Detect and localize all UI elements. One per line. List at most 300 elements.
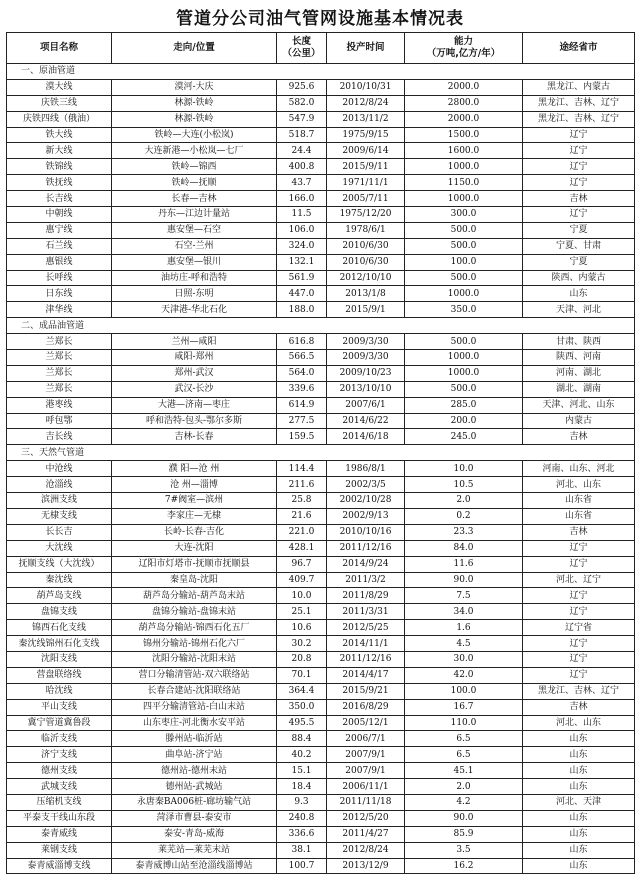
cell-length: 20.8 <box>277 651 327 667</box>
section-label: 一、原油管道 <box>7 64 635 80</box>
cell-length: 547.9 <box>277 111 327 127</box>
cell-route: 郑州-武汉 <box>112 365 277 381</box>
cell-capacity: 300.0 <box>405 207 523 223</box>
section-header-row <box>7 318 635 334</box>
table-row <box>7 524 635 540</box>
cell-capacity: 10.5 <box>405 477 523 493</box>
cell-length: 43.7 <box>277 175 327 191</box>
cell-route: 铁岭—锦西 <box>112 159 277 175</box>
cell-name: 济宁支线 <box>7 747 112 763</box>
cell-year: 2002/3/5 <box>327 477 405 493</box>
cell-length: 114.4 <box>277 461 327 477</box>
cell-capacity: 200.0 <box>405 413 523 429</box>
cell-year: 2012/5/20 <box>327 810 405 826</box>
cell-year: 2005/12/1 <box>327 715 405 731</box>
cell-capacity: 245.0 <box>405 429 523 445</box>
cell-capacity: 1000.0 <box>405 286 523 302</box>
cell-route: 葫芦岛分输站-锦西石化五厂 <box>112 620 277 636</box>
cell-year: 1975/12/20 <box>327 207 405 223</box>
cell-capacity: 285.0 <box>405 397 523 413</box>
cell-provinces: 河南、山东、河北 <box>523 461 635 477</box>
cell-route: 丹东—江边计量站 <box>112 207 277 223</box>
table-row <box>7 429 635 445</box>
cell-length: 364.4 <box>277 683 327 699</box>
table-row <box>7 143 635 159</box>
table-row <box>7 191 635 207</box>
cell-length: 582.0 <box>277 95 327 111</box>
header-length-label: 长度 <box>291 36 311 47</box>
cell-length: 616.8 <box>277 334 327 350</box>
cell-year: 2011/11/18 <box>327 794 405 810</box>
cell-year: 2002/9/13 <box>327 508 405 524</box>
cell-route: 油坊庄-呼和浩特 <box>112 270 277 286</box>
table-row <box>7 683 635 699</box>
cell-provinces: 山东省 <box>523 508 635 524</box>
cell-provinces: 河北、天津 <box>523 794 635 810</box>
cell-name: 锦西石化支线 <box>7 620 112 636</box>
cell-route: 泰安-青岛-威海 <box>112 826 277 842</box>
cell-name: 新大线 <box>7 143 112 159</box>
cell-name: 惠银线 <box>7 254 112 270</box>
cell-route: 呼和浩特-包头-鄂尔多斯 <box>112 413 277 429</box>
cell-year: 2011/4/27 <box>327 826 405 842</box>
cell-capacity: 100.0 <box>405 254 523 270</box>
table-row <box>7 715 635 731</box>
header-capacity-unit: （万吨,亿方/年） <box>426 48 501 59</box>
cell-year: 2009/6/14 <box>327 143 405 159</box>
cell-year: 2006/7/1 <box>327 731 405 747</box>
table-row <box>7 810 635 826</box>
table-row <box>7 381 635 397</box>
cell-name: 盘锦支线 <box>7 604 112 620</box>
cell-year: 2012/8/24 <box>327 842 405 858</box>
cell-length: 409.7 <box>277 572 327 588</box>
table-row <box>7 651 635 667</box>
cell-length: 40.2 <box>277 747 327 763</box>
header-route: 走向/位置 <box>112 33 277 64</box>
cell-route: 菏泽市曹县-泰安市 <box>112 810 277 826</box>
cell-length: 350.0 <box>277 699 327 715</box>
cell-year: 2014/6/22 <box>327 413 405 429</box>
cell-year: 2016/8/29 <box>327 699 405 715</box>
cell-name: 中朝线 <box>7 207 112 223</box>
table-header-row <box>7 33 635 64</box>
cell-route: 四平分输清管站-白山末站 <box>112 699 277 715</box>
cell-provinces: 山东 <box>523 810 635 826</box>
cell-year: 2011/3/2 <box>327 572 405 588</box>
cell-name: 兰郑长 <box>7 365 112 381</box>
cell-provinces: 辽宁 <box>523 540 635 556</box>
cell-capacity: 90.0 <box>405 572 523 588</box>
cell-capacity: 11.6 <box>405 556 523 572</box>
cell-length: 188.0 <box>277 302 327 318</box>
cell-length: 21.6 <box>277 508 327 524</box>
cell-route: 7#阀室—滨州 <box>112 493 277 509</box>
cell-length: 25.8 <box>277 493 327 509</box>
cell-name: 秦沈线 <box>7 572 112 588</box>
cell-name: 临沂支线 <box>7 731 112 747</box>
cell-capacity: 500.0 <box>405 222 523 238</box>
cell-route: 天津港-华北石化 <box>112 302 277 318</box>
cell-provinces: 河南、湖北 <box>523 365 635 381</box>
cell-length: 925.6 <box>277 79 327 95</box>
cell-route: 沧 州—淄博 <box>112 477 277 493</box>
cell-name: 中沧线 <box>7 461 112 477</box>
cell-route: 盘锦分输站-盘锦末站 <box>112 604 277 620</box>
cell-name: 漠大线 <box>7 79 112 95</box>
cell-route: 石空-兰州 <box>112 238 277 254</box>
cell-route: 濮 阳—沧 州 <box>112 461 277 477</box>
cell-year: 2006/11/1 <box>327 779 405 795</box>
cell-length: 564.0 <box>277 365 327 381</box>
cell-route: 咸阳-郑州 <box>112 350 277 366</box>
cell-name: 冀宁管道冀鲁段 <box>7 715 112 731</box>
cell-year: 2013/11/2 <box>327 111 405 127</box>
cell-provinces: 河北、山东 <box>523 477 635 493</box>
cell-year: 2007/9/1 <box>327 747 405 763</box>
cell-name: 庆铁四线（俄油） <box>7 111 112 127</box>
cell-capacity: 23.3 <box>405 524 523 540</box>
cell-provinces: 辽宁 <box>523 651 635 667</box>
cell-year: 2002/10/28 <box>327 493 405 509</box>
cell-name: 抚顺支线（大沈线） <box>7 556 112 572</box>
cell-length: 336.6 <box>277 826 327 842</box>
cell-length: 10.0 <box>277 588 327 604</box>
section-label: 二、成品油管道 <box>7 318 635 334</box>
cell-name: 平泰支干线山东段 <box>7 810 112 826</box>
cell-capacity: 6.5 <box>405 731 523 747</box>
cell-route: 莱芜站—莱芜末站 <box>112 842 277 858</box>
cell-capacity: 500.0 <box>405 381 523 397</box>
cell-length: 561.9 <box>277 270 327 286</box>
cell-length: 240.8 <box>277 810 327 826</box>
cell-name: 武城支线 <box>7 779 112 795</box>
header-provinces: 途经省市 <box>523 33 635 64</box>
cell-name: 吉长线 <box>7 429 112 445</box>
cell-year: 2014/11/1 <box>327 636 405 652</box>
cell-name: 泰青威淄博支线 <box>7 858 112 874</box>
cell-provinces: 辽宁 <box>523 175 635 191</box>
cell-year: 2015/9/11 <box>327 159 405 175</box>
cell-capacity: 7.5 <box>405 588 523 604</box>
cell-route: 吉林-长春 <box>112 429 277 445</box>
cell-length: 159.5 <box>277 429 327 445</box>
header-length-unit: （公里） <box>282 48 321 59</box>
cell-name: 兰郑长 <box>7 350 112 366</box>
cell-year: 2013/12/9 <box>327 858 405 874</box>
cell-capacity: 3.5 <box>405 842 523 858</box>
cell-capacity: 16.2 <box>405 858 523 874</box>
table-row <box>7 604 635 620</box>
cell-year: 2007/9/1 <box>327 763 405 779</box>
cell-capacity: 500.0 <box>405 334 523 350</box>
cell-provinces: 吉林 <box>523 699 635 715</box>
cell-provinces: 山东省 <box>523 493 635 509</box>
cell-capacity: 0.2 <box>405 508 523 524</box>
cell-capacity: 1600.0 <box>405 143 523 159</box>
table-row <box>7 334 635 350</box>
cell-name: 铁锦线 <box>7 159 112 175</box>
cell-year: 2005/7/11 <box>327 191 405 207</box>
cell-route: 大港—济南—枣庄 <box>112 397 277 413</box>
cell-year: 2007/6/1 <box>327 397 405 413</box>
cell-route: 葫芦岛分输站-葫芦岛末站 <box>112 588 277 604</box>
cell-length: 106.0 <box>277 222 327 238</box>
cell-route: 日照-东明 <box>112 286 277 302</box>
table-row <box>7 159 635 175</box>
cell-length: 400.8 <box>277 159 327 175</box>
table-row <box>7 111 635 127</box>
cell-provinces: 辽宁 <box>523 667 635 683</box>
cell-capacity: 500.0 <box>405 238 523 254</box>
cell-name: 营盘联络线 <box>7 667 112 683</box>
section-header-row <box>7 64 635 80</box>
cell-route: 沈阳分输站-沈阳末站 <box>112 651 277 667</box>
cell-name: 平山支线 <box>7 699 112 715</box>
cell-route: 营口分输清管站-双六联络站 <box>112 667 277 683</box>
cell-length: 24.4 <box>277 143 327 159</box>
cell-capacity: 100.0 <box>405 683 523 699</box>
cell-capacity: 6.5 <box>405 747 523 763</box>
cell-provinces: 山东 <box>523 858 635 874</box>
cell-route: 秦皇岛-沈阳 <box>112 572 277 588</box>
cell-length: 30.2 <box>277 636 327 652</box>
cell-route: 曲阜站-济宁站 <box>112 747 277 763</box>
cell-name: 日东线 <box>7 286 112 302</box>
cell-route: 林源-铁岭 <box>112 95 277 111</box>
header-length <box>277 33 327 64</box>
cell-year: 2014/4/17 <box>327 667 405 683</box>
cell-capacity: 34.0 <box>405 604 523 620</box>
table-row <box>7 667 635 683</box>
cell-year: 2011/12/16 <box>327 540 405 556</box>
cell-year: 2009/3/30 <box>327 350 405 366</box>
table-row <box>7 699 635 715</box>
table-row <box>7 588 635 604</box>
cell-name: 石兰线 <box>7 238 112 254</box>
table-row <box>7 254 635 270</box>
cell-provinces: 湖北、湖南 <box>523 381 635 397</box>
cell-capacity: 10.0 <box>405 461 523 477</box>
cell-length: 9.3 <box>277 794 327 810</box>
cell-capacity: 4.2 <box>405 794 523 810</box>
cell-name: 长长吉 <box>7 524 112 540</box>
cell-year: 2010/6/30 <box>327 254 405 270</box>
cell-provinces: 辽宁 <box>523 588 635 604</box>
cell-year: 2013/10/10 <box>327 381 405 397</box>
cell-length: 11.5 <box>277 207 327 223</box>
cell-capacity: 85.9 <box>405 826 523 842</box>
cell-length: 166.0 <box>277 191 327 207</box>
cell-route: 德州站-德州末站 <box>112 763 277 779</box>
section-label: 三、天然气管道 <box>7 445 635 461</box>
cell-route: 山东枣庄-河北衡水安平站 <box>112 715 277 731</box>
table-row <box>7 620 635 636</box>
table-row <box>7 794 635 810</box>
cell-length: 25.1 <box>277 604 327 620</box>
cell-route: 惠安堡—石空 <box>112 222 277 238</box>
cell-capacity: 1000.0 <box>405 159 523 175</box>
cell-capacity: 1000.0 <box>405 365 523 381</box>
cell-name: 秦沈线锦州石化支线 <box>7 636 112 652</box>
cell-provinces: 辽宁 <box>523 207 635 223</box>
cell-capacity: 4.5 <box>405 636 523 652</box>
cell-year: 2014/6/18 <box>327 429 405 445</box>
table-row <box>7 826 635 842</box>
cell-route: 锦州分输站-锦州石化六厂 <box>112 636 277 652</box>
page-title: 管道分公司油气管网设施基本情况表 <box>176 9 464 29</box>
table-row <box>7 508 635 524</box>
cell-length: 614.9 <box>277 397 327 413</box>
cell-length: 447.0 <box>277 286 327 302</box>
cell-provinces: 辽宁 <box>523 556 635 572</box>
cell-length: 18.4 <box>277 779 327 795</box>
cell-provinces: 黑龙江、吉林、辽宁 <box>523 683 635 699</box>
cell-length: 221.0 <box>277 524 327 540</box>
cell-provinces: 天津、河北 <box>523 302 635 318</box>
table-row <box>7 477 635 493</box>
cell-capacity: 90.0 <box>405 810 523 826</box>
cell-capacity: 2800.0 <box>405 95 523 111</box>
cell-provinces: 辽宁 <box>523 127 635 143</box>
cell-year: 2015/9/1 <box>327 302 405 318</box>
cell-length: 70.1 <box>277 667 327 683</box>
cell-year: 2012/8/24 <box>327 95 405 111</box>
cell-route: 大连新港—小松岚—七厂 <box>112 143 277 159</box>
cell-year: 2010/6/30 <box>327 238 405 254</box>
cell-capacity: 2000.0 <box>405 111 523 127</box>
cell-route: 李家庄—无棣 <box>112 508 277 524</box>
cell-route: 长岭-长春-吉化 <box>112 524 277 540</box>
table-row <box>7 842 635 858</box>
cell-route: 德州站-武城站 <box>112 779 277 795</box>
cell-provinces: 黑龙江、内蒙古 <box>523 79 635 95</box>
header-capacity <box>405 33 523 64</box>
cell-provinces: 山东 <box>523 779 635 795</box>
cell-length: 38.1 <box>277 842 327 858</box>
table-row <box>7 95 635 111</box>
cell-provinces: 辽宁 <box>523 604 635 620</box>
table-row <box>7 858 635 874</box>
cell-capacity: 2.0 <box>405 779 523 795</box>
cell-provinces: 辽宁 <box>523 159 635 175</box>
cell-provinces: 内蒙古 <box>523 413 635 429</box>
cell-name: 沧淄线 <box>7 477 112 493</box>
cell-provinces: 河北、山东 <box>523 715 635 731</box>
cell-provinces: 吉林 <box>523 524 635 540</box>
table-row <box>7 127 635 143</box>
cell-provinces: 甘肃、陕西 <box>523 334 635 350</box>
cell-provinces: 山东 <box>523 842 635 858</box>
cell-length: 566.5 <box>277 350 327 366</box>
cell-provinces: 陕西、河南 <box>523 350 635 366</box>
cell-year: 2011/12/16 <box>327 651 405 667</box>
cell-provinces: 辽宁省 <box>523 620 635 636</box>
cell-provinces: 宁夏、甘肃 <box>523 238 635 254</box>
cell-capacity: 84.0 <box>405 540 523 556</box>
table-row <box>7 413 635 429</box>
cell-provinces: 陕西、内蒙古 <box>523 270 635 286</box>
cell-capacity: 1000.0 <box>405 191 523 207</box>
table-row <box>7 747 635 763</box>
cell-name: 铁抚线 <box>7 175 112 191</box>
cell-name: 压缩机支线 <box>7 794 112 810</box>
cell-name: 庆铁三线 <box>7 95 112 111</box>
cell-name: 莱钢支线 <box>7 842 112 858</box>
cell-name: 滨洲支线 <box>7 493 112 509</box>
cell-provinces: 山东 <box>523 286 635 302</box>
cell-route: 铁岭—大连(小松岚) <box>112 127 277 143</box>
cell-year: 2013/1/8 <box>327 286 405 302</box>
cell-year: 1971/11/1 <box>327 175 405 191</box>
cell-capacity: 45.1 <box>405 763 523 779</box>
cell-provinces: 黑龙江、吉林、辽宁 <box>523 95 635 111</box>
cell-year: 2010/10/16 <box>327 524 405 540</box>
cell-route: 兰州—咸阳 <box>112 334 277 350</box>
cell-route: 武汉-长沙 <box>112 381 277 397</box>
cell-route: 林源-铁岭 <box>112 111 277 127</box>
table-row <box>7 238 635 254</box>
cell-provinces: 河北、辽宁 <box>523 572 635 588</box>
cell-year: 1975/9/15 <box>327 127 405 143</box>
cell-year: 1978/6/1 <box>327 222 405 238</box>
table-row <box>7 365 635 381</box>
cell-year: 2009/10/23 <box>327 365 405 381</box>
cell-length: 132.1 <box>277 254 327 270</box>
cell-length: 495.5 <box>277 715 327 731</box>
table-row <box>7 572 635 588</box>
cell-name: 惠宁线 <box>7 222 112 238</box>
cell-name: 泰青威线 <box>7 826 112 842</box>
cell-name: 兰郑长 <box>7 334 112 350</box>
cell-year: 2009/3/30 <box>327 334 405 350</box>
cell-provinces: 山东 <box>523 763 635 779</box>
cell-year: 1986/8/1 <box>327 461 405 477</box>
table-row <box>7 79 635 95</box>
cell-year: 2012/5/25 <box>327 620 405 636</box>
cell-name: 德州支线 <box>7 763 112 779</box>
table-row <box>7 556 635 572</box>
cell-capacity: 30.0 <box>405 651 523 667</box>
table-row <box>7 493 635 509</box>
cell-year: 2014/9/24 <box>327 556 405 572</box>
cell-capacity: 350.0 <box>405 302 523 318</box>
cell-name: 港枣线 <box>7 397 112 413</box>
facilities-table <box>6 32 635 874</box>
cell-length: 10.6 <box>277 620 327 636</box>
cell-name: 呼包鄂 <box>7 413 112 429</box>
cell-route: 惠安堡—银川 <box>112 254 277 270</box>
cell-year: 2012/10/10 <box>327 270 405 286</box>
cell-name: 津华线 <box>7 302 112 318</box>
table-row <box>7 350 635 366</box>
cell-length: 15.1 <box>277 763 327 779</box>
cell-length: 88.4 <box>277 731 327 747</box>
cell-capacity: 1150.0 <box>405 175 523 191</box>
cell-year: 2015/9/21 <box>327 683 405 699</box>
cell-year: 2010/10/31 <box>327 79 405 95</box>
cell-capacity: 1500.0 <box>405 127 523 143</box>
cell-name: 无棣支线 <box>7 508 112 524</box>
cell-capacity: 1000.0 <box>405 350 523 366</box>
cell-year: 2011/3/31 <box>327 604 405 620</box>
cell-name: 大沈线 <box>7 540 112 556</box>
cell-route: 长春合建站-沈阳联络站 <box>112 683 277 699</box>
cell-name: 兰郑长 <box>7 381 112 397</box>
cell-route: 铁岭—抚顺 <box>112 175 277 191</box>
cell-name: 沈阳支线 <box>7 651 112 667</box>
cell-route: 永唐秦BA006桩-廊坊输气站 <box>112 794 277 810</box>
